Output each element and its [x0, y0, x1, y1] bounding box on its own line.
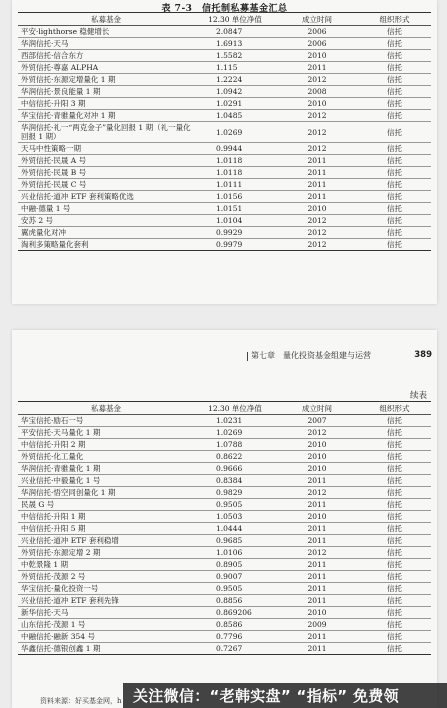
fund-name-cell: 山东信托·茂源 1 号	[18, 619, 194, 631]
fund-name-cell: 民晟 G 号	[18, 499, 194, 511]
nav-cell: 1.0231	[194, 415, 276, 427]
nav-cell: 0.9666	[194, 463, 276, 475]
org-form-cell: 信托	[358, 427, 431, 439]
established-year-cell: 2012	[276, 215, 358, 227]
nav-cell: 0.9685	[194, 535, 276, 547]
established-year-cell: 2011	[276, 571, 358, 583]
nav-cell: 1.0269	[194, 427, 276, 439]
established-year-cell: 2007	[276, 415, 358, 427]
fund-name-cell: 兴业信托·道冲 ETF 套利策略优选	[18, 191, 194, 203]
table-row	[18, 427, 431, 439]
established-year-cell: 2011	[276, 523, 358, 535]
established-year-cell: 2012	[276, 122, 358, 143]
established-year-cell: 2010	[276, 463, 358, 475]
established-year-cell: 2006	[276, 26, 358, 38]
table-row	[18, 239, 431, 251]
fund-name-cell: 兴业信托·中毅量化 1 号	[18, 475, 194, 487]
nav-cell: 0.7796	[194, 631, 276, 643]
established-year-cell: 2012	[276, 143, 358, 155]
running-head-rule	[247, 352, 248, 361]
col-header-established: 成立时间	[276, 402, 358, 415]
established-year-cell: 2011	[276, 167, 358, 179]
org-form-cell: 信托	[358, 203, 431, 215]
org-form-cell: 信托	[358, 86, 431, 98]
nav-cell: 0.9979	[194, 239, 276, 251]
org-form-cell: 信托	[358, 547, 431, 559]
nav-cell: 1.0788	[194, 439, 276, 451]
fund-name-cell: 外贸信托·东源定增 2 期	[18, 547, 194, 559]
established-year-cell: 2010	[276, 203, 358, 215]
established-year-cell: 2012	[276, 487, 358, 499]
established-year-cell: 2011	[276, 191, 358, 203]
nav-cell: 1.0942	[194, 86, 276, 98]
established-year-cell: 2010	[276, 451, 358, 463]
fund-name-cell: 安苏 2 号	[18, 215, 194, 227]
established-year-cell: 2012	[276, 227, 358, 239]
org-form-cell: 信托	[358, 631, 431, 643]
fund-name-cell: 外贸信托·民晟 B 号	[18, 167, 194, 179]
established-year-cell: 2011	[276, 179, 358, 191]
established-year-cell: 2012	[276, 110, 358, 122]
org-form-cell: 信托	[358, 215, 431, 227]
established-year-cell: 2010	[276, 98, 358, 110]
table-row	[18, 595, 431, 607]
fund-summary-table-continued	[18, 401, 431, 655]
table-row	[18, 643, 431, 655]
nav-cell: 0.869206	[194, 607, 276, 619]
nav-cell: 1.6913	[194, 38, 276, 50]
nav-cell: 0.9007	[194, 571, 276, 583]
org-form-cell: 信托	[358, 511, 431, 523]
table-row	[18, 451, 431, 463]
org-form-cell: 信托	[358, 239, 431, 251]
org-form-cell: 信托	[358, 583, 431, 595]
table-row	[18, 62, 431, 74]
table-row	[18, 38, 431, 50]
table-row	[18, 619, 431, 631]
established-year-cell: 2011	[276, 535, 358, 547]
org-form-cell: 信托	[358, 643, 431, 655]
fund-name-cell: 中乾景隆 1 期	[18, 559, 194, 571]
fund-name-cell: 华宝信托·励石一号	[18, 415, 194, 427]
established-year-cell: 2011	[276, 643, 358, 655]
org-form-cell: 信托	[358, 415, 431, 427]
table-row	[18, 179, 431, 191]
table-row	[18, 475, 431, 487]
established-year-cell: 2012	[276, 547, 358, 559]
established-year-cell: 2009	[276, 619, 358, 631]
table-row	[18, 155, 431, 167]
established-year-cell: 2011	[276, 155, 358, 167]
fund-name-cell: 外贸信托·化工量化	[18, 451, 194, 463]
established-year-cell: 2011	[276, 499, 358, 511]
fund-name-cell: 西部信托·信合东方	[18, 50, 194, 62]
established-year-cell: 2010	[276, 439, 358, 451]
nav-cell: 1.0156	[194, 191, 276, 203]
nav-cell: 1.0118	[194, 167, 276, 179]
established-year-cell: 2011	[276, 595, 358, 607]
fund-summary-table	[18, 12, 431, 251]
nav-cell: 0.9944	[194, 143, 276, 155]
nav-cell: 0.7267	[194, 643, 276, 655]
fund-name-cell: 兴业信托·道冲 ETF 套利稳增	[18, 535, 194, 547]
fund-name-cell: 平安·lighthorse 稳健增长	[18, 26, 194, 38]
nav-cell: 1.0503	[194, 511, 276, 523]
table-row	[18, 50, 431, 62]
nav-cell: 1.0104	[194, 215, 276, 227]
col-header-fund: 私募基金	[18, 402, 194, 415]
table-row	[18, 523, 431, 535]
org-form-cell: 信托	[358, 74, 431, 86]
source-note: 资料来源：好买基金网，h	[40, 697, 122, 705]
established-year-cell: 2011	[276, 583, 358, 595]
org-form-cell: 信托	[358, 50, 431, 62]
org-form-cell: 信托	[358, 475, 431, 487]
org-form-cell: 信托	[358, 463, 431, 475]
nav-cell: 1.0444	[194, 523, 276, 535]
established-year-cell: 2011	[276, 559, 358, 571]
fund-name-cell: 平安信托·天马量化 1 期	[18, 427, 194, 439]
table-row	[18, 463, 431, 475]
fund-name-cell: 中信信托·升阳 5 期	[18, 523, 194, 535]
table-row	[18, 143, 431, 155]
table-row	[18, 571, 431, 583]
established-year-cell: 2010	[276, 511, 358, 523]
table-row	[18, 511, 431, 523]
nav-cell: 1.0291	[194, 98, 276, 110]
fund-name-cell: 淘利多策略量化套利	[18, 239, 194, 251]
fund-name-cell: 华宝信托·青骓量化对冲 1 期	[18, 110, 194, 122]
org-form-cell: 信托	[358, 62, 431, 74]
org-form-cell: 信托	[358, 155, 431, 167]
org-form-cell: 信托	[358, 451, 431, 463]
table-row	[18, 631, 431, 643]
table-caption: 表 7-3 信托制私募基金汇总	[161, 4, 288, 14]
fund-name-cell: 华润信托·悟空同创量化 1 期	[18, 487, 194, 499]
established-year-cell: 2010	[276, 607, 358, 619]
established-year-cell: 2012	[276, 239, 358, 251]
org-form-cell: 信托	[358, 122, 431, 143]
org-form-cell: 信托	[358, 179, 431, 191]
running-head	[247, 350, 432, 361]
col-header-established: 成立时间	[276, 13, 358, 26]
table-row	[18, 74, 431, 86]
fund-name-cell: 外贸信托·茂源 2 号	[18, 571, 194, 583]
table-row	[18, 583, 431, 595]
fund-name-cell: 华鑫信托·德银创鑫 1 期	[18, 643, 194, 655]
table-row	[18, 110, 431, 122]
table-row	[18, 191, 431, 203]
table-row	[18, 415, 431, 427]
table-row	[18, 559, 431, 571]
fund-name-cell: 外贸信托·民晟 C 号	[18, 179, 194, 191]
fund-name-cell: 外贸信托·尊嘉 ALPHA	[18, 62, 194, 74]
table-row	[18, 122, 431, 143]
org-form-cell: 信托	[358, 607, 431, 619]
wechat-watermark-banner: 关注微信：“老韩实盘” “指标” 免费领	[123, 683, 447, 708]
org-form-cell: 信托	[358, 98, 431, 110]
continued-label: 续表	[409, 391, 427, 401]
nav-cell: 1.2224	[194, 74, 276, 86]
org-form-cell: 信托	[358, 143, 431, 155]
fund-name-cell: 中融·德量 1 号	[18, 203, 194, 215]
table-row	[18, 227, 431, 239]
fund-name-cell: 华宝信托·量化投资一号	[18, 583, 194, 595]
org-form-cell: 信托	[358, 571, 431, 583]
nav-cell: 1.0151	[194, 203, 276, 215]
fund-name-cell: 华润信托·景良能量 1 期	[18, 86, 194, 98]
table-header-row	[18, 402, 431, 415]
table-row	[18, 203, 431, 215]
nav-cell: 0.9829	[194, 487, 276, 499]
nav-cell: 0.8622	[194, 451, 276, 463]
table-row	[18, 439, 431, 451]
book-page-bottom	[12, 330, 437, 708]
col-header-form: 组织形式	[358, 402, 431, 415]
nav-cell: 1.0269	[194, 122, 276, 143]
org-form-cell: 信托	[358, 167, 431, 179]
fund-name-cell: 中信信托·升阳 3 期	[18, 98, 194, 110]
org-form-cell: 信托	[358, 499, 431, 511]
nav-cell: 0.9929	[194, 227, 276, 239]
fund-name-cell: 中信信托·升阳 2 期	[18, 439, 194, 451]
org-form-cell: 信托	[358, 535, 431, 547]
nav-cell: 1.0118	[194, 155, 276, 167]
fund-name-cell: 华润信托·青骓量化 1 期	[18, 463, 194, 475]
col-header-nav: 12.30 单位净值	[194, 13, 276, 26]
org-form-cell: 信托	[358, 559, 431, 571]
established-year-cell: 2011	[276, 475, 358, 487]
nav-cell: 0.9505	[194, 499, 276, 511]
nav-cell: 1.115	[194, 62, 276, 74]
table-row	[18, 547, 431, 559]
fund-name-cell: 外贸信托·民晟 A 号	[18, 155, 194, 167]
chapter-title: 第七章 量化投资基金组建与运营	[251, 351, 371, 360]
col-header-nav: 12.30 单位净值	[194, 402, 276, 415]
col-header-fund: 私募基金	[18, 13, 194, 26]
established-year-cell: 2010	[276, 50, 358, 62]
fund-name-cell: 翼虎量化对冲	[18, 227, 194, 239]
nav-cell: 1.0111	[194, 179, 276, 191]
page-number: 389	[414, 350, 432, 360]
table-row	[18, 26, 431, 38]
nav-cell: 1.0106	[194, 547, 276, 559]
table-row	[18, 487, 431, 499]
org-form-cell: 信托	[358, 191, 431, 203]
fund-name-cell: 兴业信托·道冲 ETF 套利先锋	[18, 595, 194, 607]
established-year-cell: 2008	[276, 86, 358, 98]
fund-name-cell: 外贸信托·东源定增量化 1 期	[18, 74, 194, 86]
nav-cell: 0.8384	[194, 475, 276, 487]
established-year-cell: 2012	[276, 74, 358, 86]
table-row	[18, 535, 431, 547]
established-year-cell: 2012	[276, 427, 358, 439]
fund-name-cell: 新华信托·天马	[18, 607, 194, 619]
fund-name-cell: 中信信托·升阳 1 期	[18, 511, 194, 523]
table-row	[18, 607, 431, 619]
org-form-cell: 信托	[358, 26, 431, 38]
nav-cell: 0.8856	[194, 595, 276, 607]
org-form-cell: 信托	[358, 110, 431, 122]
org-form-cell: 信托	[358, 523, 431, 535]
nav-cell: 1.5582	[194, 50, 276, 62]
org-form-cell: 信托	[358, 38, 431, 50]
established-year-cell: 2011	[276, 631, 358, 643]
table-row	[18, 499, 431, 511]
table-header-row	[18, 13, 431, 26]
org-form-cell: 信托	[358, 595, 431, 607]
org-form-cell: 信托	[358, 227, 431, 239]
table-row	[18, 86, 431, 98]
table-row	[18, 98, 431, 110]
nav-cell: 0.8905	[194, 559, 276, 571]
org-form-cell: 信托	[358, 439, 431, 451]
table-row	[18, 167, 431, 179]
org-form-cell: 信托	[358, 487, 431, 499]
col-header-form: 组织形式	[358, 13, 431, 26]
nav-cell: 0.8586	[194, 619, 276, 631]
table-row	[18, 215, 431, 227]
fund-name-cell: 华润信托·礼一“两克金子”量化回报 1 期（礼一量化回报 1 期）	[18, 122, 194, 143]
fund-name-cell: 华润信托·天马	[18, 38, 194, 50]
fund-name-cell: 中融信托·融新 354 号	[18, 631, 194, 643]
nav-cell: 2.0847	[194, 26, 276, 38]
fund-name-cell: 天马中性策略一期	[18, 143, 194, 155]
established-year-cell: 2011	[276, 62, 358, 74]
book-page-top	[12, 0, 437, 304]
nav-cell: 1.0485	[194, 110, 276, 122]
org-form-cell: 信托	[358, 619, 431, 631]
established-year-cell: 2006	[276, 38, 358, 50]
nav-cell: 0.9505	[194, 583, 276, 595]
